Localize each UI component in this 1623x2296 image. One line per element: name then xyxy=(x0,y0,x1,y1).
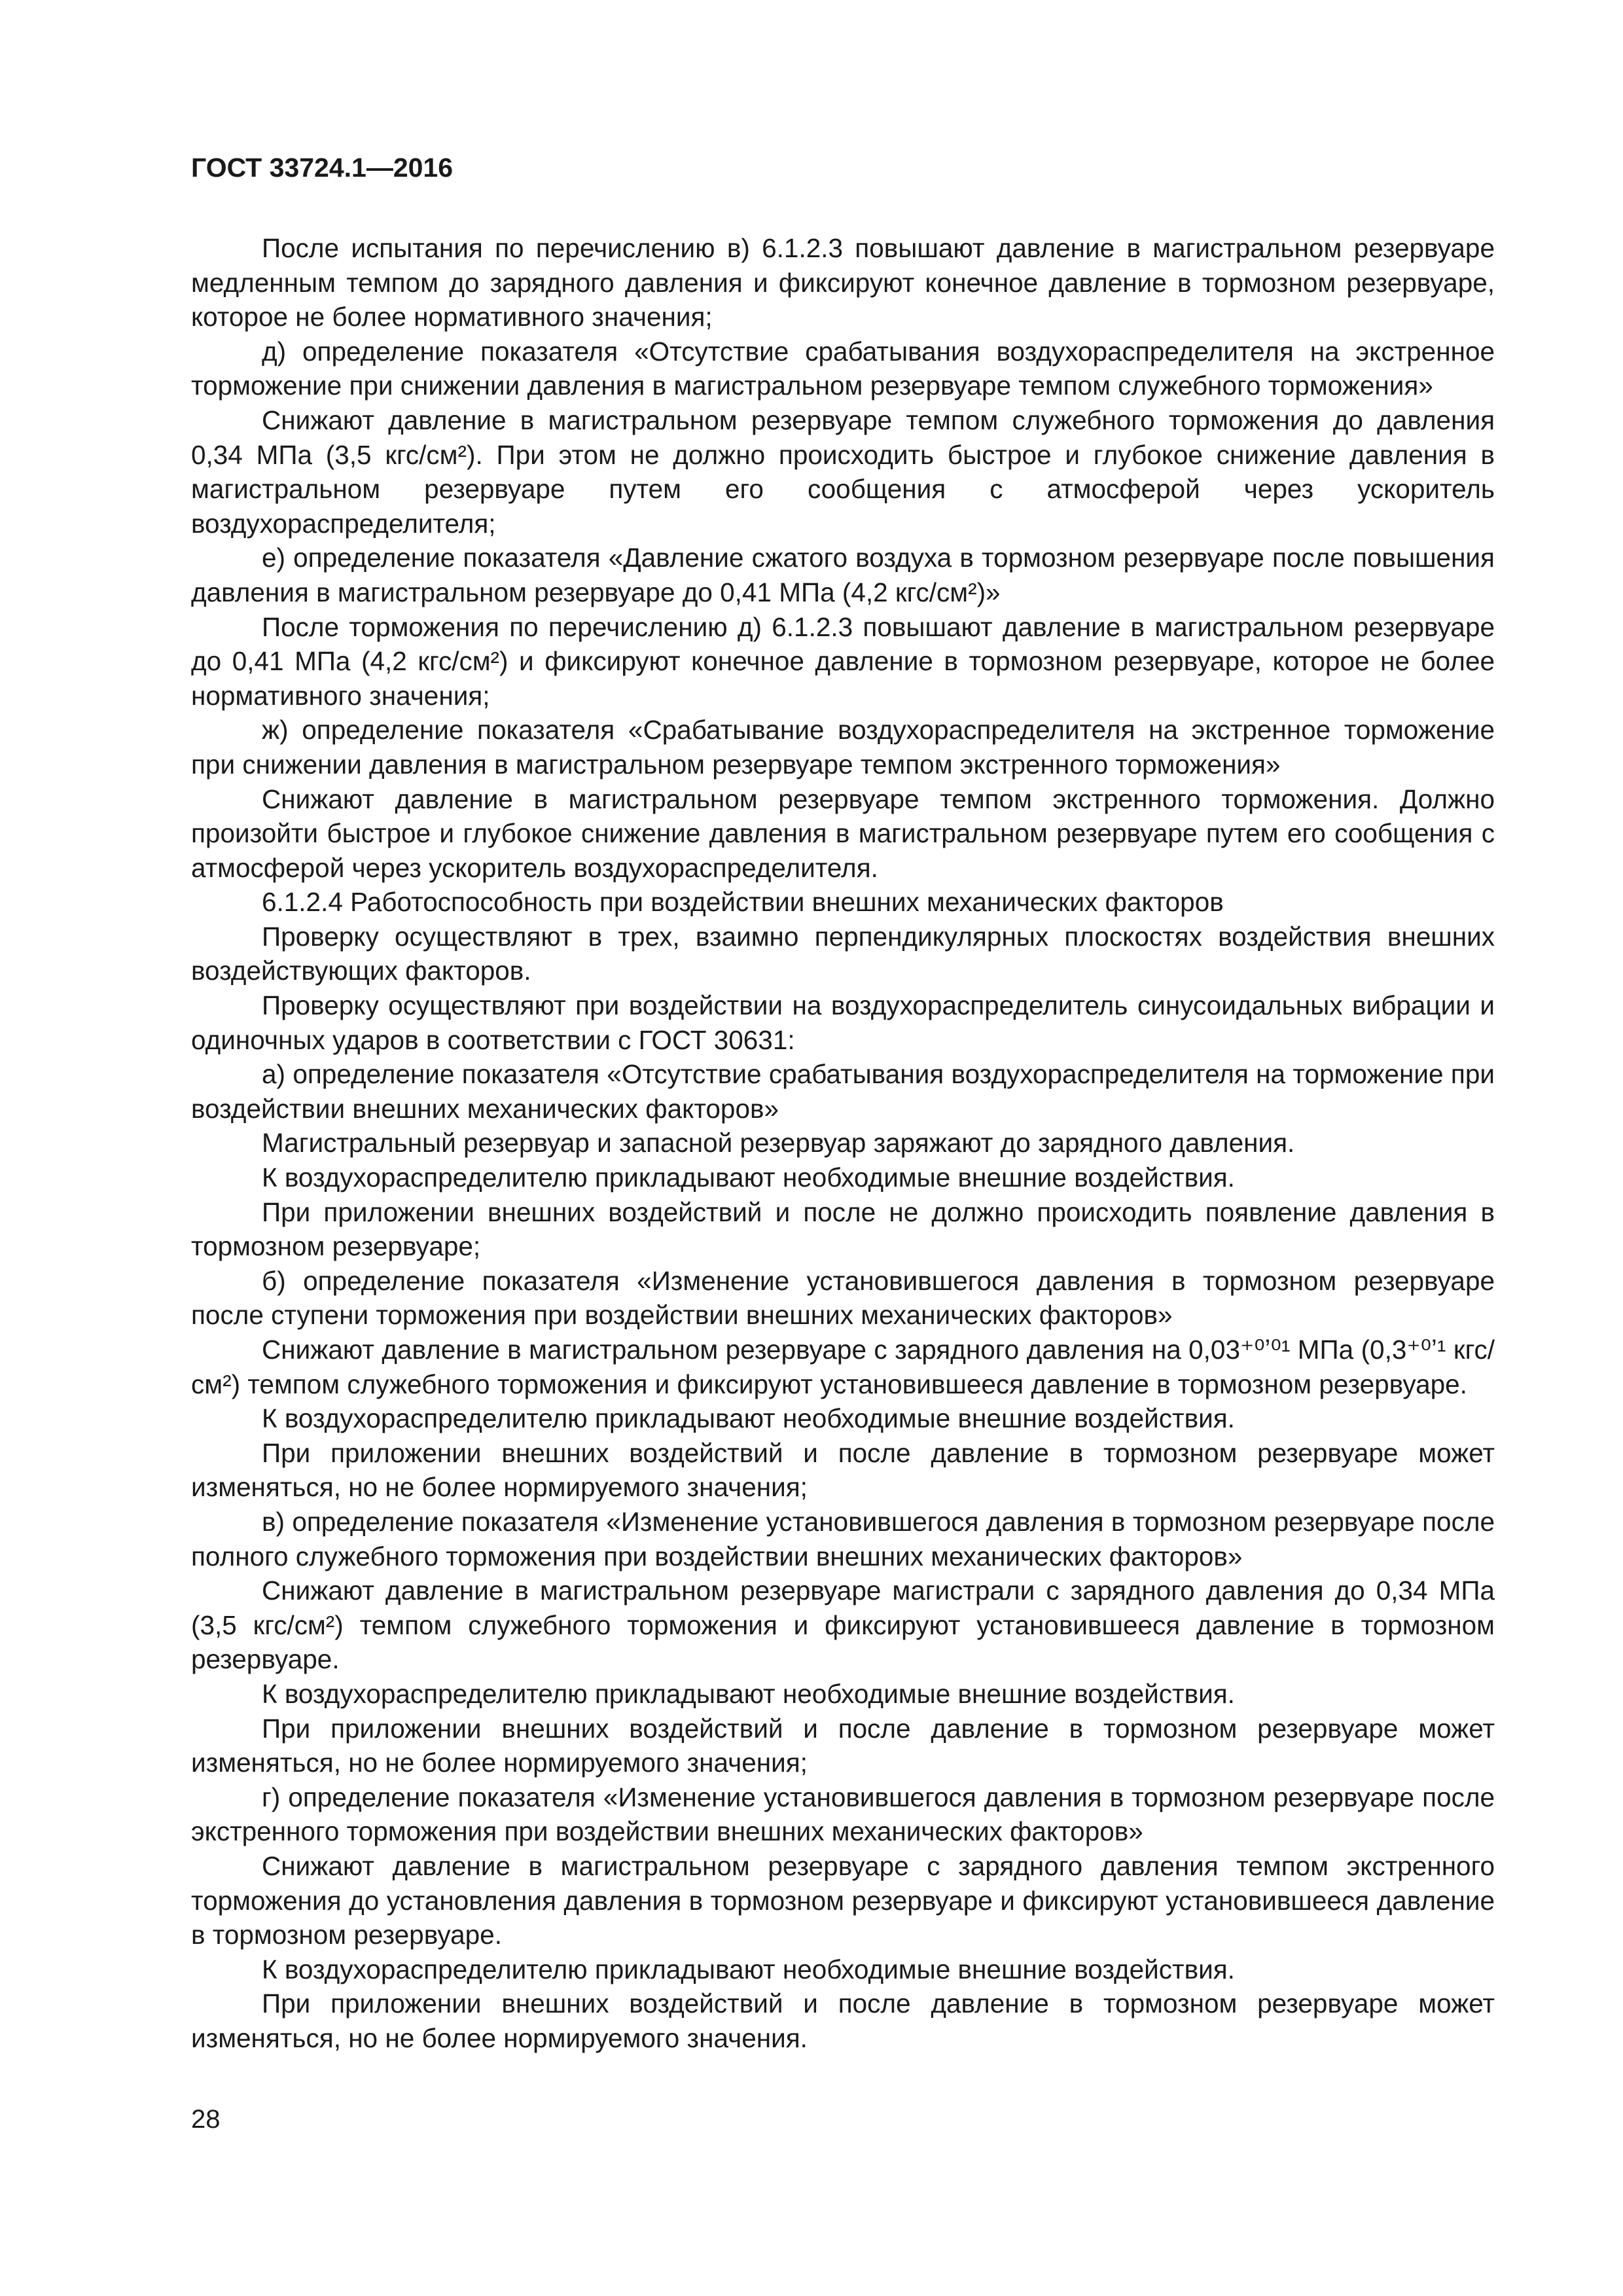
paragraph: Магистральный резервуар и запасной резервуар заряжают до зарядного давления. xyxy=(262,1128,1295,1158)
paragraph: Снижают давление в магистральном резервуаре темпом экстренного торможения. Должно произойти быстрое и глубокое снижение давления в магистральном резервуаре путем его сообщения с атмосферой через ускоритель воздухораспределителя. xyxy=(191,783,1495,883)
paragraph: а) определение показателя «Отсутствие срабатывания воздухораспределителя на торможение при воздействии внешних механических факторов» xyxy=(191,1059,1495,1124)
paragraph: в) определение показателя «Изменение установившегося давления в тормозном резервуаре после полного служебного торможения при воздействии внешних механических факторов» xyxy=(191,1506,1495,1571)
paragraph: К воздухораспределителю прикладывают необходимые внешние воздействия. xyxy=(262,1403,1235,1434)
paragraph: Проверку осуществляют в трех, взаимно перпендикулярных плоскостях воздействия внешних воздействующих факторов. xyxy=(191,921,1495,986)
paragraph: При приложении внешних воздействий и после давление в тормозном резервуаре может изменяться, но не более нормируемого значения; xyxy=(191,1437,1495,1503)
paragraph: Проверку осуществляют при воздействии на воздухораспределитель синусоидальных вибрации и одиночных ударов в соответствии с ГОСТ 30631: xyxy=(191,990,1495,1055)
paragraph: После торможения по перечислению д) 6.1.2.3 повышают давление в магистральном резервуаре до 0,41 МПа (4,2 кгс/см²) и фиксируют конечное давление в тормозном резервуаре, которое не более нормативного значения; xyxy=(191,611,1495,711)
paragraph: При приложении внешних воздействий и после давление в тормозном резервуаре может изменяться, но не более нормируемого значения; xyxy=(191,1713,1495,1778)
paragraph: г) определение показателя «Изменение установившегося давления в тормозном резервуаре после экстренного торможения при воздействии внешних механических факторов» xyxy=(191,1782,1495,1847)
paragraph: д) определение показателя «Отсутствие срабатывания воздухораспределителя на экстренное торможение при снижении давления в магистральном резервуаре темпом служебного торможения» xyxy=(191,336,1495,401)
paragraph: Снижают давление в магистральном резервуаре с зарядного давления на 0,03⁺⁰ʼ⁰¹ МПа (0,3⁺⁰ʼ¹ кгс/см²) темпом служебного торможения и фиксируют установившееся давление в тормозном резервуаре. xyxy=(191,1335,1495,1399)
paragraph: При приложении внешних воздействий и после не должно происходить появление давления в тормозном резервуаре; xyxy=(191,1196,1495,1262)
paragraph: К воздухораспределителю прикладывают необходимые внешние воздействия. xyxy=(262,1954,1235,1984)
paragraph: После испытания по перечислению в) 6.1.2.3 повышают давление в магистральном резервуаре медленным темпом до зарядного давления и фиксируют конечное давление в тормозном резервуаре, которое не более нормативного значения; xyxy=(191,233,1495,332)
document-page xyxy=(191,151,1495,2055)
paragraph: К воздухораспределителю прикладывают необходимые внешние воздействия. xyxy=(262,1162,1235,1193)
section-heading: 6.1.2.4 Работоспособность при воздействии внешних механических факторов xyxy=(262,887,1224,918)
paragraph: б) определение показателя «Изменение установившегося давления в тормозном резервуаре после ступени торможения при воздействии внешних механических факторов» xyxy=(191,1265,1495,1331)
paragraph: Снижают давление в магистральном резервуаре темпом служебного торможения до давления 0,34 МПа (3,5 кгс/см²). При этом не должно происходить быстрое и глубокое снижение давления в магистральном резервуаре путем его сообщения с атмосферой через ускоритель воздухораспределителя; xyxy=(191,404,1495,539)
paragraph: Снижают давление в магистральном резервуаре магистрали с зарядного давления до 0,34 МПа (3,5 кгс/см²) темпом служебного торможения и фиксируют установившееся давление в тормозном резервуаре. xyxy=(191,1575,1495,1675)
paragraph: Снижают давление в магистральном резервуаре с зарядного давления темпом экстренного торможения до установления давления в тормозном резервуаре и фиксируют установившееся давление в тормозном резервуаре. xyxy=(191,1850,1495,1950)
page-number: 28 xyxy=(191,2105,221,2134)
document-header: ГОСТ 33724.1—2016 xyxy=(191,152,454,183)
paragraph: При приложении внешних воздействий и после давление в тормозном резервуаре может изменяться, но не более нормируемого значения. xyxy=(191,1988,1495,2053)
paragraph: ж) определение показателя «Срабатывание воздухораспределителя на экстренное торможение при снижении давления в магистральном резервуаре темпом экстренного торможения» xyxy=(191,715,1495,780)
paragraph: К воздухораспределителю прикладывают необходимые внешние воздействия. xyxy=(262,1678,1235,1709)
paragraph: е) определение показателя «Давление сжатого воздуха в тормозном резервуаре после повышения давления в магистральном резервуаре до 0,41 МПа (4,2 кгс/см²)» xyxy=(191,543,1495,607)
